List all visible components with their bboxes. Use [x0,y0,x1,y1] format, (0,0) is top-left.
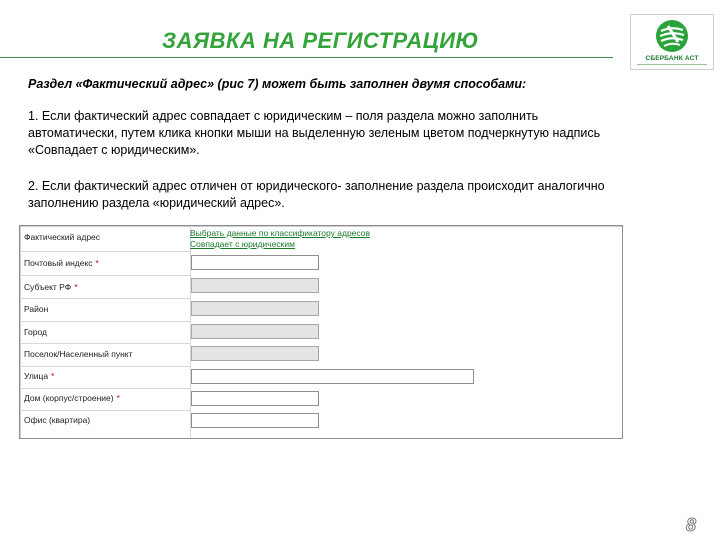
paragraph-1: 1. Если фактический адрес совпадает с юридическим – поля раздела можно заполнить автоматически, путем клика кнопки мыши на выделенную зеленым цветом подчеркнутую надпись «Совпадает с юридическим». [28,109,601,157]
same-as-legal-link[interactable]: Совпадает с юридическим [190,239,295,249]
settlement-input[interactable] [191,346,319,361]
page-number: 8 [686,515,697,535]
sberbank-logo-icon [654,18,690,54]
office-input[interactable] [191,413,319,428]
house-input[interactable] [191,391,319,406]
district-input[interactable] [191,301,319,316]
house-label: Дом (корпус/строение) * [24,393,120,403]
logo-underline [637,64,707,65]
logo-text: СБЕРБАНК АСТ [645,55,699,62]
paragraph-2: 2. Если фактический адрес отличен от юридического- заполнение раздела происходит аналогично заполнению раздела «юридический адрес». [28,179,605,210]
form-row [20,277,622,299]
sberbank-logo [630,14,714,70]
office-label: Офис (квартира) [24,415,91,425]
title-divider [0,57,613,58]
postal-code-input[interactable] [191,255,319,270]
district-label: Район [24,304,49,314]
form-row [20,322,622,344]
region-label: Субъект РФ * [24,282,78,292]
section-heading: Раздел «Фактический адрес» (рис 7) может быть заполнен двумя способами: [28,77,527,91]
page-title: ЗАЯВКА НА РЕГИСТРАЦИЮ [162,28,479,53]
classifier-link[interactable]: Выбрать данные по классификатору адресов [190,228,370,238]
form-row [20,253,622,275]
street-label: Улица * [24,371,55,381]
postal-code-label: Почтовый индекс * [24,258,99,268]
form-row [20,410,622,432]
settlement-label: Поселок/Населенный пункт [24,349,133,359]
row-divider [20,275,190,276]
city-input[interactable] [191,324,319,339]
form-section-label: Фактический адрес [24,232,101,242]
form-row [20,388,622,410]
form-row [20,344,622,366]
street-input[interactable] [191,369,474,384]
region-input[interactable] [191,278,319,293]
form-row [20,299,622,321]
row-divider [20,251,190,252]
actual-address-form [19,225,623,439]
city-label: Город [24,327,47,337]
